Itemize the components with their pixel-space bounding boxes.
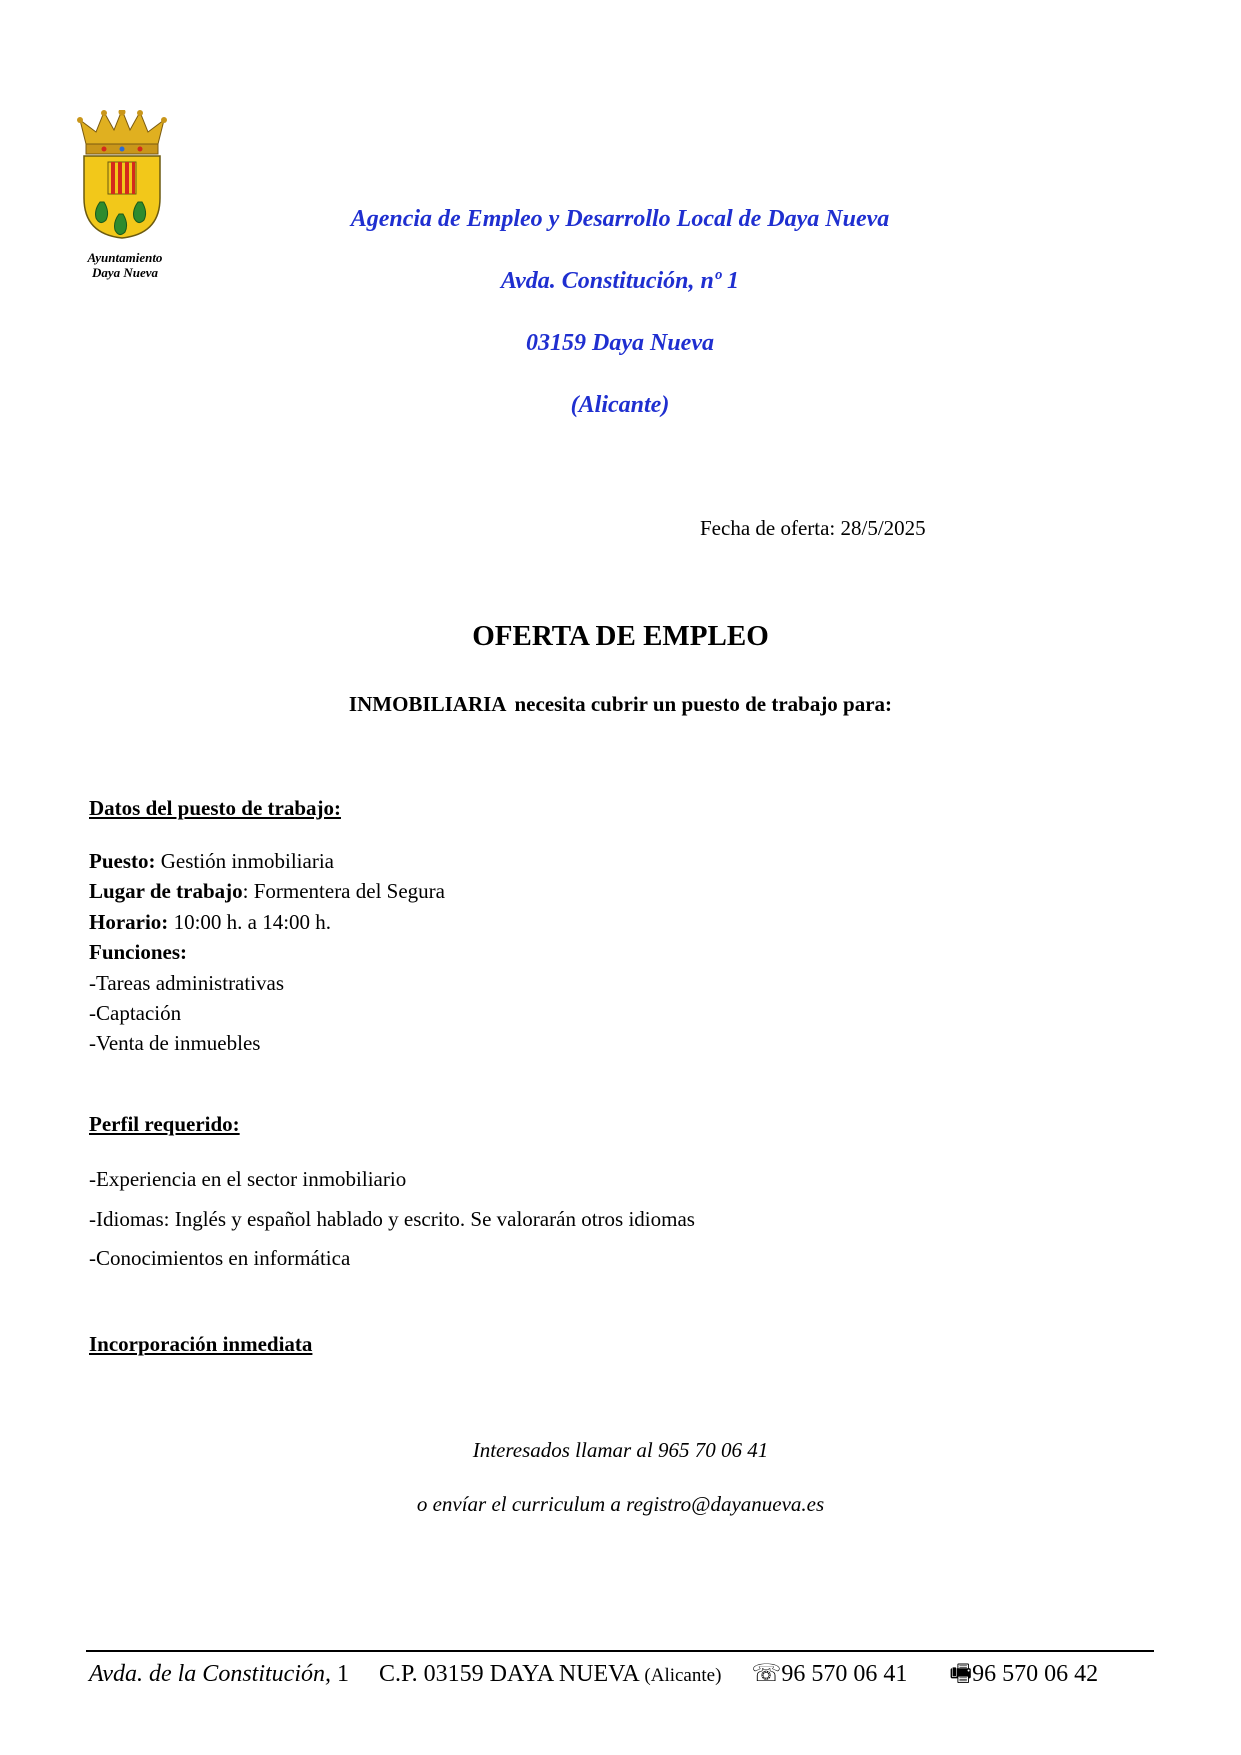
coat-of-arms-logo bbox=[74, 110, 170, 240]
offer-date: Fecha de oferta: 28/5/2025 bbox=[700, 516, 926, 540]
stripes-icon bbox=[108, 162, 136, 194]
footer-phone: 96 570 06 41 bbox=[781, 1661, 908, 1687]
subtitle-text: necesita cubrir un puesto de trabajo para: bbox=[514, 692, 893, 716]
job-details bbox=[89, 846, 445, 1059]
contact-email-line: o envíar el curriculum a registro@dayanueva.es bbox=[416, 1492, 825, 1516]
footer-province: (Alicante) bbox=[644, 1665, 722, 1686]
crown-icon bbox=[77, 110, 167, 154]
list-item: -Experiencia en el sector inmobiliario bbox=[89, 1167, 407, 1191]
list-item: -Venta de inmuebles bbox=[89, 1031, 261, 1056]
fax-icon: 🖷 bbox=[949, 1661, 973, 1687]
phone-icon: ☏ bbox=[751, 1661, 782, 1687]
company-type: INMOBILIARIA bbox=[348, 692, 507, 716]
footer-fax: 96 570 06 42 bbox=[972, 1661, 1099, 1687]
footer-number: 1 bbox=[336, 1661, 349, 1687]
footer-divider bbox=[86, 1650, 1154, 1652]
list-item: -Captación bbox=[89, 1001, 182, 1026]
job-funciones-label: Funciones: bbox=[89, 940, 188, 965]
footer-address: Avda. de la Constitución, bbox=[89, 1661, 331, 1687]
list-item: -Tareas administrativas bbox=[89, 970, 285, 995]
agency-province: (Alicante) bbox=[570, 392, 670, 418]
profile-list bbox=[89, 1160, 695, 1279]
list-item: -Idiomas: Inglés y español hablado y escrito. Se valorarán otros idiomas bbox=[89, 1206, 695, 1231]
job-lugar: Lugar de trabajo: Formentera del Segura bbox=[89, 879, 445, 904]
incorporation-notice: Incorporación inmediata bbox=[89, 1332, 313, 1356]
list-item: -Conocimientos en informática bbox=[89, 1246, 351, 1270]
footer bbox=[89, 1656, 1169, 1697]
job-puesto: Puesto: Gestión inmobiliaria bbox=[89, 849, 334, 873]
footer-cp: C.P. 03159 DAYA NUEVA bbox=[378, 1661, 639, 1687]
logo-caption: Ayuntamiento Daya Nueva bbox=[87, 250, 163, 280]
page-title: OFERTA DE EMPLEO bbox=[472, 620, 769, 652]
job-heading: Datos del puesto de trabajo: bbox=[89, 796, 341, 820]
contact-phone-line: Interesados llamar al 965 70 06 41 bbox=[472, 1438, 769, 1462]
agency-name: Agencia de Empleo y Desarrollo Local de Daya Nueva bbox=[350, 206, 890, 232]
agency-address: Avda. Constitución, nº 1 bbox=[500, 268, 740, 294]
agency-postal: 03159 Daya Nueva bbox=[526, 330, 714, 356]
profile-heading: Perfil requerido: bbox=[89, 1112, 240, 1136]
offer-subtitle bbox=[0, 692, 1241, 717]
job-horario: Horario: 10:00 h. a 14:00 h. bbox=[89, 909, 332, 934]
